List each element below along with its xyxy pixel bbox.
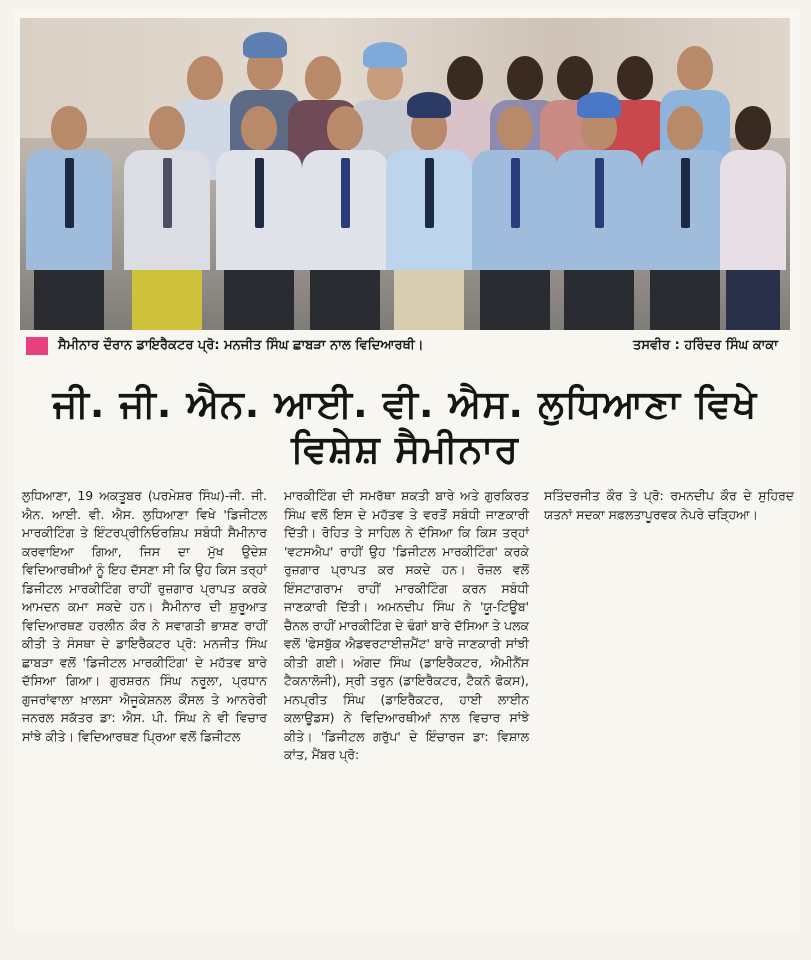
photo-caption: [20, 336, 790, 360]
person-figure: [556, 92, 642, 330]
article-column-1: ਲੁਧਿਆਣਾ, 19 ਅਕਤੂਬਰ (ਪਰਮੇਸ਼ਰ ਸਿੰਘ)-ਜੀ. ਜੀ. ਐਨ. ਆਈ. ਵੀ. ਐਸ. ਲੁਧਿਆਣਾ ਵਿਖੇ 'ਡਿਜੀਟਲ ਮਾਰਕੀਟਿੰਗ ਤੇ ਇੰਟਰਪ੍ਰੀਨਿਓਰਸ਼ਿਪ ਸਬੰਧੀ ਸੈਮੀਨਾਰ ਕਰਵਾਇਆ ਗਿਆ, ਜਿਸ ਦਾ ਮੁੱਖ ਉਦੇਸ਼ ਵਿਦਿਆਰਥੀਆਂ ਨੂੰ ਇਹ ਦੱਸਣਾ ਸੀ ਕਿ ਉਹ ਕਿਸ ਤਰ੍ਹਾਂ ਡਿਜੀਟਲ ਮਾਰਕੀਟਿੰਗ ਰਾਹੀਂ ਰੁਜ਼ਗਾਰ ਪ੍ਰਾਪਤ ਕਰਕੇ ਆਮਦਨ ਕਮਾ ਸਕਦੇ ਹਨ। ਸੈਮੀਨਾਰ ਦੀ ਸ਼ੁਰੂਆਤ ਵਿਦਿਆਰਥਣ ਹਰਲੀਨ ਕੌਰ ਨੇ ਸਵਾਗਤੀ ਭਾਸ਼ਣ ਰਾਹੀਂ ਕੀਤੀ ਤੇ ਸੰਸਥਾ ਦੇ ਡਾਇਰੈਕਟਰ ਪ੍ਰੋ: ਮਨਜੀਤ ਸਿੰਘ ਛਾਬੜਾ ਵਲੋਂ 'ਡਿਜੀਟਲ ਮਾਰਕੀਟਿੰਗ' ਦੇ ਮਹੱਤਵ ਬਾਰੇ ਦੱਸਿਆ ਗਿਆ। ਗੁਰਸ਼ਰਨ ਸਿੰਘ ਨਰੂਲਾ, ਪ੍ਰਧਾਨ ਗੁਜਰਾਂਵਾਲਾ ਖ਼ਾਲਸਾ ਐਜੂਕੇਸ਼ਨਲ ਕੌਂਸਲ ਤੇ ਆਨਰੇਰੀ ਜਨਰਲ ਸਕੱਤਰ ਡਾ: ਐਸ. ਪੀ. ਸਿੰਘ ਨੇ ਵੀ ਵਿਚਾਰ ਸਾਂਝੇ ਕੀਤੇ। ਵਿਦਿਆਰਥਣ ਪ੍ਰਿਆ ਵਲੋਂ ਡਿਜੀਟਲ: [22, 488, 267, 744]
person-figure: [386, 92, 472, 330]
headline: ਜੀ. ਜੀ. ਐਨ. ਆਈ. ਵੀ. ਐਸ. ਲੁਧਿਆਣਾ ਵਿਖੇ ਵਿਸ਼ੇਸ਼ ਸੈਮੀਨਾਰ: [52, 382, 758, 471]
person-figure: [642, 106, 728, 330]
person-figure: [124, 106, 210, 330]
caption-marker-icon: [26, 337, 48, 355]
article-column-2: ਮਾਰਕੀਟਿੰਗ ਦੀ ਸਮਰੱਥਾ ਸ਼ਕਤੀ ਬਾਰੇ ਅਤੇ ਗੁਰਕਿਰਤ ਸਿੰਘ ਵਲੋਂ ਇਸ ਦੇ ਮਹੱਤਵ ਤੇ ਵਰਤੋਂ ਸਬੰਧੀ ਜਾਣਕਾਰੀ ਦਿੱਤੀ। ਰੋਹਿਤ ਤੇ ਸਾਹਿਲ ਨੇ ਦੱਸਿਆ ਕਿ ਕਿਸ ਤਰ੍ਹਾਂ 'ਵਟਸਐਪ' ਰਾਹੀਂ ਉਹ 'ਡਿਜੀਟਲ ਮਾਰਕੀਟਿੰਗ' ਕਰਕੇ ਰੁਜ਼ਗਾਰ ਪ੍ਰਾਪਤ ਕਰ ਸਕਦੇ ਹਨ। ਰੋਜ਼ਲ ਵਲੋਂ ਇੰਸਟਾਗਰਾਮ ਰਾਹੀਂ ਮਾਰਕੀਟਿੰਗ ਕਰਨ ਸਬੰਧੀ ਜਾਣਕਾਰੀ ਦਿੱਤੀ। ਅਮਨਦੀਪ ਸਿੰਘ ਨੇ 'ਯੂ-ਟਿਊਬ' ਚੈਨਲ ਰਾਹੀਂ ਮਾਰਕੀਟਿੰਗ ਦੇ ਢੰਗਾਂ ਬਾਰੇ ਦੱਸਿਆ ਤੇ ਪਲਕ ਵਲੋਂ 'ਫੇਸਬੁੱਕ ਐਡਵਰਟਾਈਜ਼ਮੈਂਟ' ਬਾਰੇ ਜਾਣਕਾਰੀ ਸਾਂਝੀ ਕੀਤੀ ਗਈ। ਅੰਗਦ ਸਿੰਘ (ਡਾਇਰੈਕਟਰ, ਐਮੀਨੈਂਸ ਟੈਕਨਾਲੋਜੀ), ਸ੍ਰੀ ਤਰੁਨ (ਡਾਇਰੈਕਟਰ, ਟੈਕਨੋ ਫੋਕਸ), ਮਨਪ੍ਰੀਤ ਸਿੰਘ (ਡਾਇਰੈਕਟਰ, ਹਾਈ ਲਾਈਨ ਕਲਾਊਡਸ) ਨੇ ਵਿਦਿਆਰਥੀਆਂ ਨਾਲ ਵਿਚਾਰ ਸਾਂਝੇ ਕੀਤੇ। 'ਡਿਜੀਟਲ ਗਰੁੱਪ' ਦੇ ਇੰਚਾਰਜ ਡਾ: ਵਿਸ਼ਾਲ ਕਾਂਤ, ਮੈਂਬਰ ਪ੍ਰੋ:: [284, 488, 529, 762]
person-figure: [26, 106, 112, 330]
person-figure: [472, 106, 558, 330]
person-figure: [302, 106, 388, 330]
person-figure: [720, 106, 786, 330]
photo-credit: ਤਸਵੀਰ : ਹਰਿੰਦਰ ਸਿੰਘ ਕਾਕਾ: [633, 338, 778, 353]
caption-text: ਸੈਮੀਨਾਰ ਦੌਰਾਨ ਡਾਇਰੈਕਟਰ ਪ੍ਰੋ: ਮਨਜੀਤ ਸਿੰਘ ਛਾਬੜਾ ਨਾਲ ਵਿਦਿਆਰਥੀ।: [58, 338, 424, 353]
person-figure: [216, 106, 302, 330]
article-column-3: ਸਤਿੰਦਰਜੀਤ ਕੌਰ ਤੇ ਪ੍ਰੋ: ਰਮਨਦੀਪ ਕੌਰ ਦੇ ਸੁਹਿਰਦ ਯਤਨਾਂ ਸਦਕਾ ਸਫ਼ਲਤਾਪੂਰਵਕ ਨੇਪਰੇ ਚੜ੍ਹਿਆ।: [544, 488, 794, 522]
group-photo: [20, 18, 790, 330]
